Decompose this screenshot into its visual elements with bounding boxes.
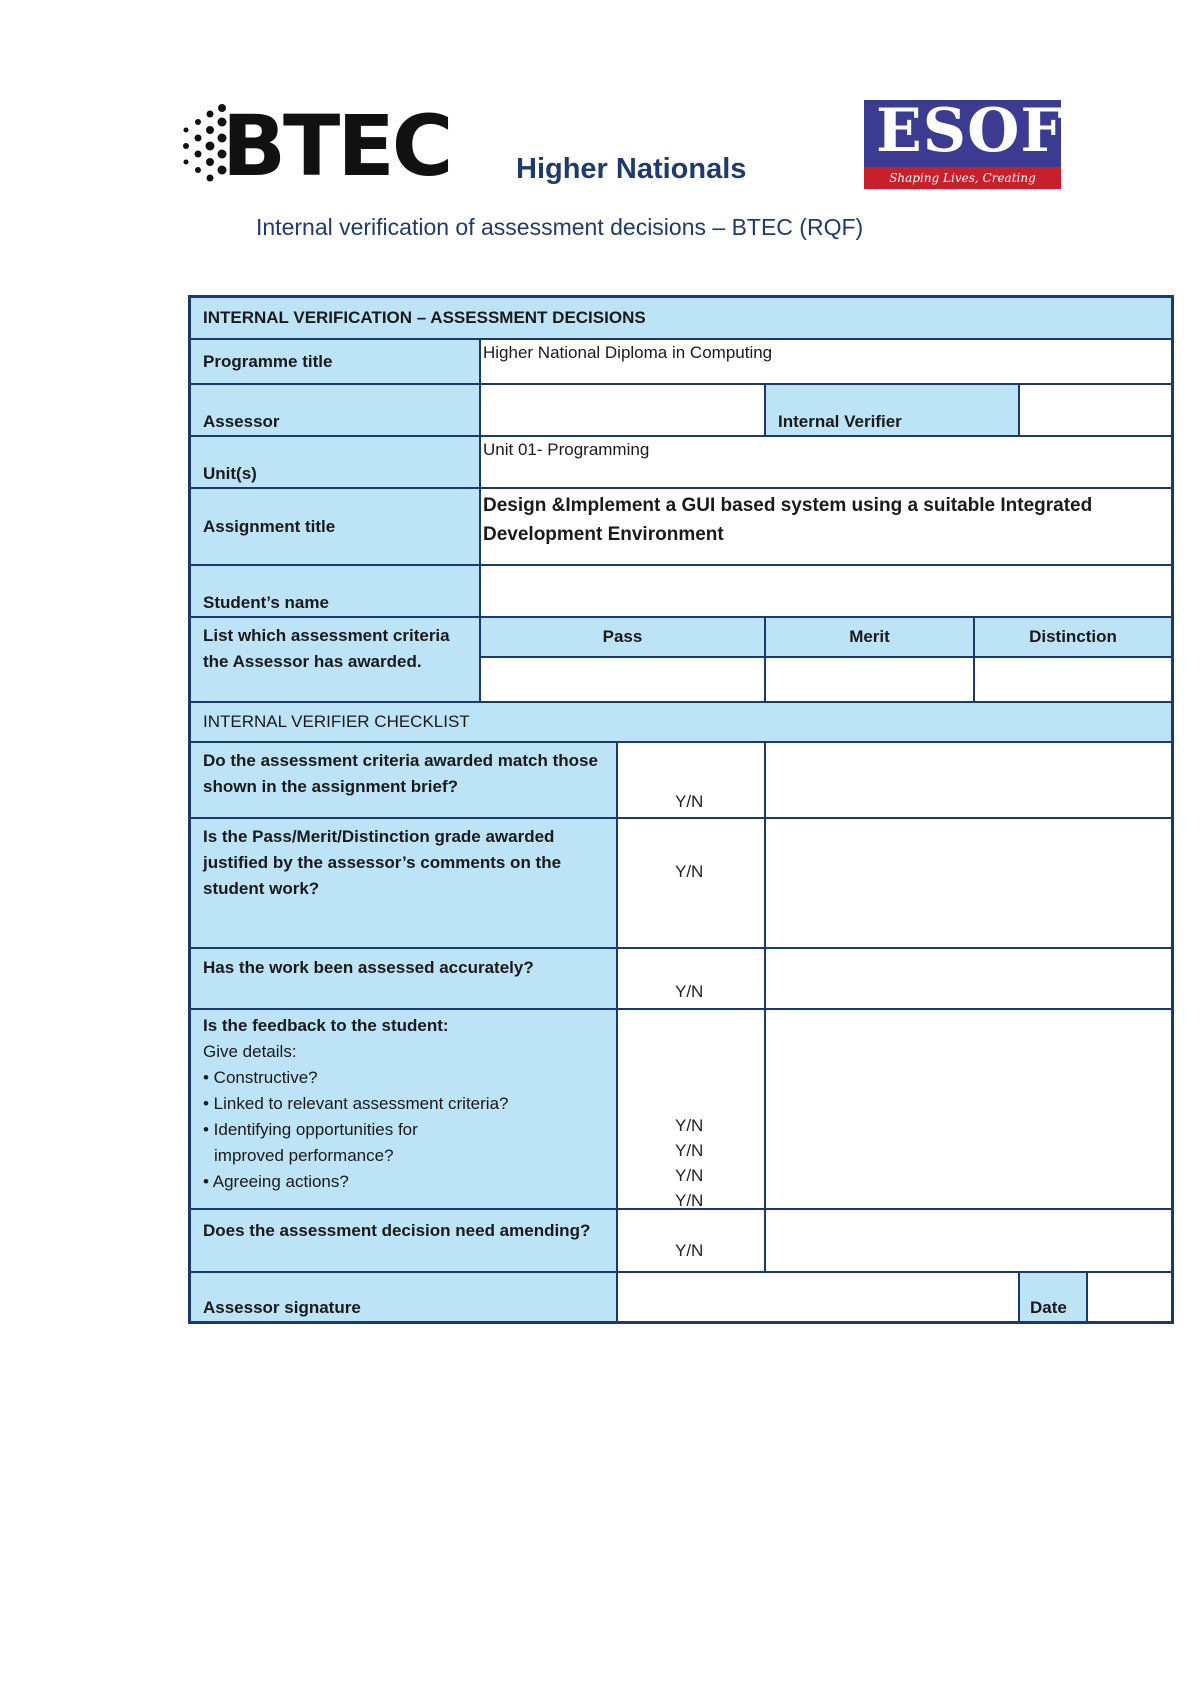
question-feedback <box>191 1010 618 1210</box>
list-item: • Identifying opportunities for <box>203 1120 418 1139</box>
comment-grade-justified[interactable] <box>766 819 1171 949</box>
feedback-give-details: Give details: <box>203 1042 297 1061</box>
programme-title-label: Programme title <box>191 340 481 385</box>
yn-label: Y/N <box>675 1116 704 1135</box>
merit-field[interactable] <box>766 658 975 703</box>
date-field[interactable] <box>1088 1273 1171 1321</box>
page-title: Higher Nationals <box>516 153 747 185</box>
comment-decision-amending[interactable] <box>766 1210 1171 1273</box>
yn-label: Y/N <box>675 1166 704 1185</box>
answer-feedback[interactable] <box>618 1010 766 1210</box>
question-decision-amending: Does the assessment decision need amending? <box>191 1210 618 1273</box>
esoft-wordmark: ESOFT <box>876 96 1110 166</box>
units-label: Unit(s) <box>191 437 481 489</box>
form-heading: INTERNAL VERIFICATION – ASSESSMENT DECISIONS <box>191 298 1171 340</box>
criteria-label: List which assessment criteria the Assessor has awarded. <box>191 618 481 703</box>
btec-wordmark: BTEC <box>222 97 451 195</box>
page-subtitle: Internal verification of assessment decisions – BTEC (RQF) <box>256 214 864 240</box>
list-item: • Linked to relevant assessment criteria? <box>203 1094 509 1113</box>
merit-header: Merit <box>766 618 975 658</box>
assessor-signature-label: Assessor signature <box>191 1273 618 1321</box>
question-criteria-match: Do the assessment criteria awarded match those shown in the assignment brief? <box>191 743 618 819</box>
checklist-heading: INTERNAL VERIFIER CHECKLIST <box>191 703 1171 743</box>
esoft-logo <box>864 96 1110 207</box>
yn-label: Y/N <box>675 862 704 881</box>
assessor-field[interactable] <box>481 385 766 437</box>
pass-field[interactable] <box>481 658 766 703</box>
date-label: Date <box>1020 1273 1088 1321</box>
pass-header: Pass <box>481 618 766 658</box>
internal-verifier-label: Internal Verifier <box>766 385 1020 437</box>
yn-label: Y/N <box>675 1191 704 1210</box>
yn-label: Y/N <box>675 982 704 1001</box>
question-grade-justified: Is the Pass/Merit/Distinction grade awarded justified by the assessor’s comments on the student work? <box>191 819 618 949</box>
assessor-signature-field[interactable] <box>618 1273 1020 1321</box>
comment-feedback[interactable] <box>766 1010 1171 1210</box>
student-name-label: Student’s name <box>191 566 481 618</box>
answer-decision-amending[interactable] <box>618 1210 766 1273</box>
list-item: • Agreeing actions? <box>203 1172 349 1191</box>
yn-label: Y/N <box>675 1241 704 1260</box>
comment-criteria-match[interactable] <box>766 743 1171 819</box>
feedback-question-title: Is the feedback to the student: <box>203 1016 449 1035</box>
answer-criteria-match[interactable] <box>618 743 766 819</box>
distinction-header: Distinction <box>975 618 1171 658</box>
verification-form <box>188 295 1174 1324</box>
programme-title-field[interactable]: Higher National Diploma in Computing <box>481 340 1171 385</box>
internal-verifier-field[interactable] <box>1020 385 1171 437</box>
question-assessed-accurately: Has the work been assessed accurately? <box>191 949 618 1010</box>
assignment-title-field[interactable]: Design &Implement a GUI based system using a suitable Integrated Development Environment <box>481 489 1171 566</box>
yn-label: Y/N <box>675 792 704 811</box>
student-name-field[interactable] <box>481 566 1171 618</box>
feedback-criteria-list <box>203 1065 604 1195</box>
assessor-label: Assessor <box>191 385 481 437</box>
yn-label: Y/N <box>675 1141 704 1160</box>
distinction-field[interactable] <box>975 658 1171 703</box>
comment-assessed-accurately[interactable] <box>766 949 1171 1010</box>
answer-grade-justified[interactable] <box>618 819 766 949</box>
answer-assessed-accurately[interactable] <box>618 949 766 1010</box>
list-item: • Constructive? <box>203 1068 318 1087</box>
assignment-title-label: Assignment title <box>191 489 481 566</box>
units-field[interactable]: Unit 01- Programming <box>481 437 1171 489</box>
esoft-tagline: Shaping Lives, Creating Futures. <box>864 167 1061 189</box>
list-item: improved performance? <box>214 1146 394 1165</box>
btec-logo <box>180 97 451 195</box>
